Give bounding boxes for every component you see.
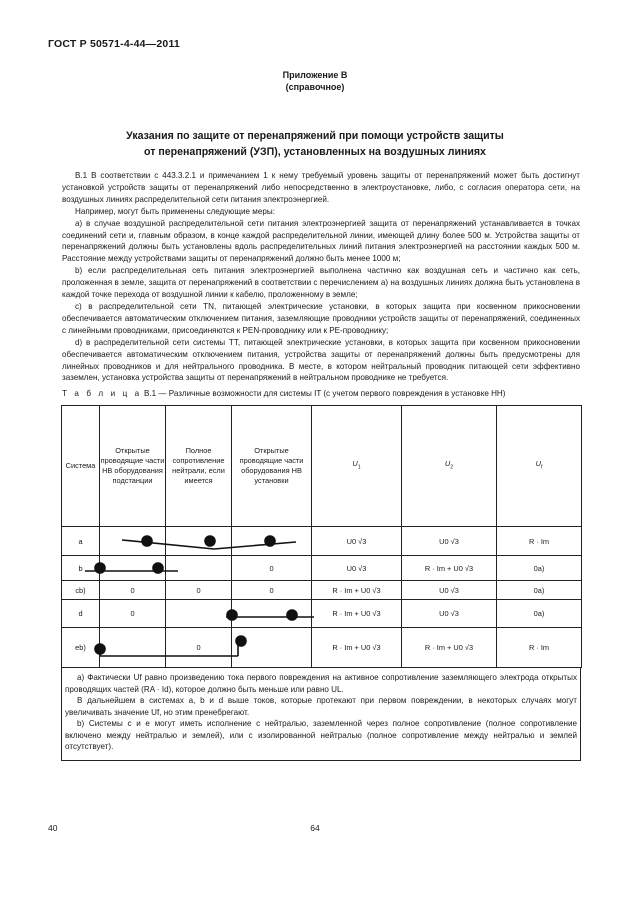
cell: 0 bbox=[232, 556, 312, 581]
node-dot bbox=[227, 610, 237, 620]
cell: 0 bbox=[100, 581, 166, 600]
node-dot bbox=[236, 636, 246, 646]
header-neutral-impedance: Полное сопротивление нейтрали, если имеется bbox=[166, 406, 232, 527]
table-caption-text: В.1 — Различные возможности для системы IT (с учетом первого повреждения в установке НН) bbox=[141, 389, 506, 398]
cell-u2: U0 √3 bbox=[402, 581, 497, 600]
cell-u2: U0 √3 bbox=[402, 600, 497, 628]
cell-system: b bbox=[62, 556, 100, 581]
cell-u1: U0 √3 bbox=[312, 556, 402, 581]
title-line-2: от перенапряжений (УЗП), установленных на воздушных линиях bbox=[144, 146, 486, 158]
node-dot bbox=[287, 610, 297, 620]
cell-uf: 0a) bbox=[497, 600, 582, 628]
cell: 0 bbox=[166, 581, 232, 600]
note-a-cont: В дальнейшем в системах a, b и d выше токов, которые протекают при первом повреждении, в некоторых случаях могут увеличивать значение Uf, но этим пренебрегают. bbox=[65, 696, 577, 717]
header-system: Система bbox=[62, 406, 100, 527]
header-exposed-parts: Открытые проводящие части НВ оборудования подстанции bbox=[100, 406, 166, 527]
header-uf: $U_f$ bbox=[497, 406, 582, 527]
header-u1: $U_1$ bbox=[312, 406, 402, 527]
header-exposed-install: Открытые проводящие части оборудования НВ установки bbox=[232, 406, 312, 527]
note-a: a) Фактически Uf равно произведению тока первого повреждения на активное сопротивление заземляющего электрода открытых проводящих частей (RA · Id), которое должно быть меньше или равно UL. bbox=[65, 673, 577, 694]
cell-u2: U0 √3 bbox=[402, 527, 497, 556]
cell-system: d bbox=[62, 600, 100, 628]
cell: 0 bbox=[100, 600, 166, 628]
node-dot bbox=[153, 563, 163, 573]
paragraph: В.1 В соответствии с 443.3.2.1 и примечанием 1 к нему требуемый уровень защиты от перенапряжений может быть достигнут установкой устройств защиты от перенапряжений либо непосредственно в электроустановке, либо, с согласия оператора сети, на воздушных линиях распределительной сети питания электроэнергией. bbox=[62, 171, 580, 204]
paragraph: a) в случае воздушной распределительной сети питания электроэнергией защита от перенапряжений устанавливается в точках соединений сети и, главным образом, в конце каждой распределительной линии, имеющей длину более 500 м. Устройства защиты от перенапряжений должны быть установлены вдоль распределительных линий питания электроэнергией на расстоянии каждых 500 м. Расстояние между устройствами защиты от перенапряжений должно быть менее 1000 м; bbox=[62, 218, 580, 264]
cell-system: eb) bbox=[62, 628, 100, 668]
node-dot bbox=[205, 536, 215, 546]
appendix-kind: (справочное) bbox=[285, 82, 345, 92]
cell-u1: U0 √3 bbox=[312, 527, 402, 556]
cell: 0 bbox=[166, 628, 232, 668]
cell-u1: R · Im + U0 √3 bbox=[312, 628, 402, 668]
note-b: b) Системы с и е могут иметь исполнение с нейтралью, заземленной через полное сопротивление (полное сопротивление включено между нейтралью и землей), или с изолированной нейтралью (полное сопротивление между нейтралью и землей отсутствует). bbox=[65, 719, 577, 751]
conductor-line bbox=[214, 542, 296, 549]
cell-u1: R · Im + U0 √3 bbox=[312, 581, 402, 600]
cell-uf: R · Im bbox=[497, 527, 582, 556]
cell: 0 bbox=[232, 581, 312, 600]
conductor-line bbox=[122, 540, 214, 549]
title-line-1: Указания по защите от перенапряжений при помощи устройств защиты bbox=[126, 130, 504, 142]
paragraph: c) в распределительной сети TN, питающей электрические установки, в которых защита при косвенном прикосновении обеспечивается автоматическим отключением питания, заземляющие проводники устройств защиты от перенапряжений, соединенных с линейными проводниками, присоединяются к PEN-проводнику или к PE-проводнику; bbox=[62, 301, 580, 335]
node-dot bbox=[265, 536, 275, 546]
standard-header: ГОСТ Р 50571-4-44—2011 bbox=[48, 38, 180, 50]
paragraph: d) в распределительной сети системы TT, питающей электрические установки, в которых защита при косвенном прикосновении обеспечивается автоматическим отключением питания, устройства защиты от перенапряжений должны быть предусмотрены для линейных проводников и для нейтрального проводника. В месте, в котором нейтральный проводник питающей сети эффективно заземлен, установка устройства защиты от перенапряжений в нейтральном проводнике не требуется. bbox=[62, 337, 580, 383]
page-number-left: 40 bbox=[48, 823, 58, 833]
node-dot bbox=[142, 536, 152, 546]
cell-uf: 0a) bbox=[497, 581, 582, 600]
cell-u2: R · Im + U0 √3 bbox=[402, 556, 497, 581]
table-caption-label: Т а б л и ц а bbox=[62, 389, 142, 398]
appendix-label: Приложение В bbox=[282, 70, 348, 80]
cell-u1: R · Im + U0 √3 bbox=[312, 600, 402, 628]
header-u2: $U_2$ bbox=[402, 406, 497, 527]
cell-system: a bbox=[62, 527, 100, 556]
cell-u2: R · Im + U0 √3 bbox=[402, 628, 497, 668]
paragraph: Например, могут быть применены следующие меры: bbox=[75, 206, 275, 216]
paragraph: b) если распределительная сеть питания электроэнергией выполнена частично как воздушная сеть и частично как сеть, проложенная в земле, защита от перенапряжений в соответствии с перечислением а) на воздушных линиях должна быть установлена в каждой точке перехода от воздушной линии к кабелю, проложенному в земле; bbox=[62, 266, 580, 300]
cell-system: cb) bbox=[62, 581, 100, 600]
node-dot bbox=[95, 563, 105, 573]
cell-uf: 0a) bbox=[497, 556, 582, 581]
node-dot bbox=[95, 644, 105, 654]
page-number-center: 64 bbox=[310, 823, 320, 833]
cell-uf: R · Im bbox=[497, 628, 582, 668]
